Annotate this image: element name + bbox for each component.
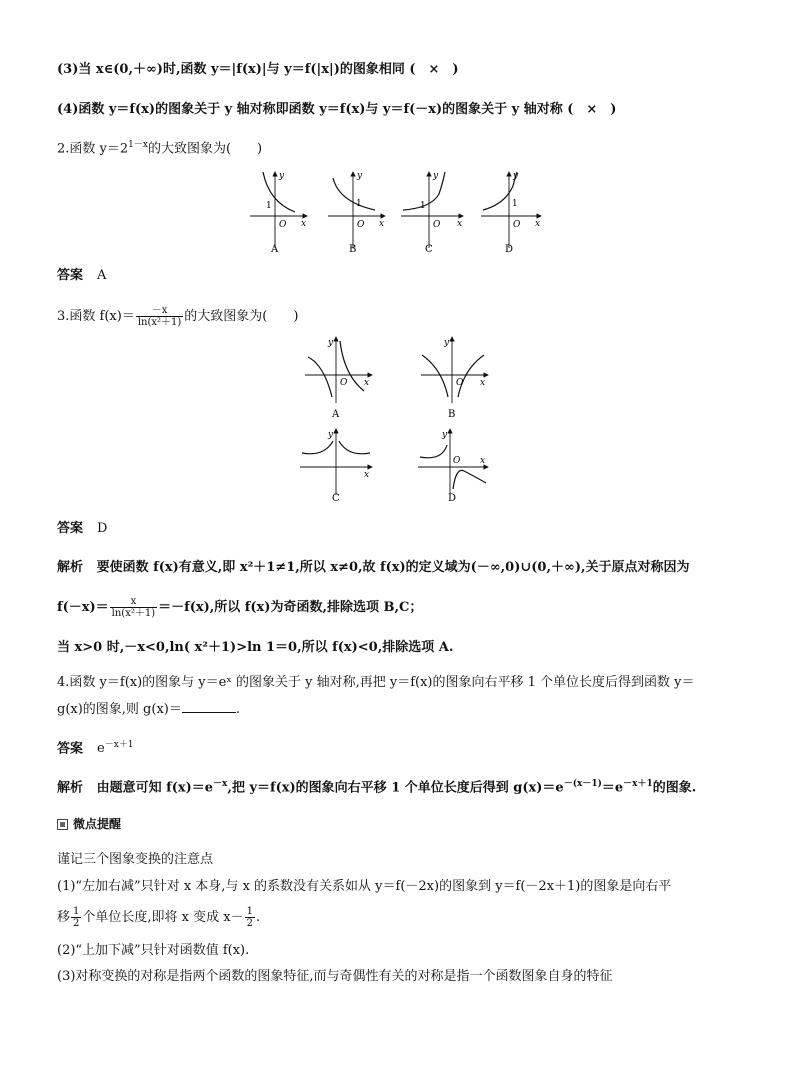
question-3-stem: 3.函数 f(x)＝ $\frac{-x}{\text{ln(x²＋1)}}$ 的大致图象为( ): [57, 305, 299, 328]
graph-option-c: [300, 429, 372, 504]
question-3-answer: 答案 D: [57, 521, 108, 536]
question-4-analysis: 解析 由题意可知 $f(x)=e^{-x}$,把 y＝f(x)的图象向右平移 1 个单位长度后得到 $g(x)=e^{-(x-1)}=e^{-x+1}$的图象.: [57, 779, 697, 796]
svg-text:y: y: [279, 171, 285, 181]
svg-text:y: y: [433, 171, 439, 181]
svg-text:y: y: [328, 430, 334, 440]
svg-text:D: D: [448, 493, 457, 504]
answer-blank: [182, 699, 236, 713]
svg-text:O: O: [456, 378, 464, 388]
graph-option-a: [250, 171, 307, 255]
svg-text:x: x: [457, 219, 463, 229]
svg-text:O: O: [453, 456, 461, 466]
svg-text:x: x: [480, 456, 486, 466]
graph-option-d: [418, 429, 488, 504]
question-4-answer: 答案 $e^{-x+1}$: [57, 740, 134, 757]
graph-option-a: [305, 337, 372, 420]
svg-text:B: B: [448, 409, 456, 420]
svg-text:x: x: [364, 470, 370, 480]
tip-square-icon: [57, 819, 68, 830]
svg-text:1: 1: [356, 199, 362, 209]
svg-text:1: 1: [420, 201, 426, 211]
question-3-analysis-2: f(－x)＝ $\frac{x}{\text{ln(x²＋1)}}$ ＝－f(x),所以 f(x)为奇函数,排除选项 B,C；: [57, 596, 423, 619]
svg-text:y: y: [328, 338, 334, 348]
question-3-analysis-1: 解析 要使函数 f(x)有意义,即 x²＋1≠1,所以 x≠0,故 f(x)的定义域为(－∞,0)∪(0,＋∞),关于原点对称因为: [57, 560, 690, 575]
svg-text:y: y: [442, 430, 448, 440]
judge-item-4: (4)函数 y＝f(x)的图象关于 y 轴对称即函数 y＝f(x)与 y＝f(－x)的图象关于 y 轴对称 ( × ): [57, 102, 617, 117]
question-2-figure: [245, 168, 575, 258]
question-2-stem: 2.函数 $y=2^{1-x}$的大致图象为( ): [57, 140, 263, 157]
svg-text:x: x: [364, 378, 370, 388]
svg-text:D: D: [505, 244, 514, 255]
svg-text:O: O: [279, 220, 287, 230]
tip-2: (2)“上加下减”只针对函数值 f(x).: [57, 943, 250, 958]
question-4-stem-2: g(x)的图象,则 g(x)＝ .: [57, 699, 240, 720]
question-3-analysis-3: 当 x>0 时,－x<0,ln( x²＋1)>ln 1＝0,所以 f(x)<0,排除选项 A.: [57, 640, 454, 655]
svg-text:x: x: [379, 219, 385, 229]
svg-text:O: O: [433, 220, 441, 230]
question-3-figure: [300, 335, 500, 510]
graph-option-b: [328, 171, 385, 255]
tips-intro: 谨记三个图象变换的注意点: [57, 852, 214, 867]
graph-option-c: [401, 171, 463, 255]
fraction: $\frac{-x}{\text{ln(x²＋1)}}$: [137, 305, 182, 328]
svg-text:A: A: [271, 244, 279, 255]
tips-heading: 微点提醒: [57, 814, 121, 834]
svg-text:O: O: [513, 220, 521, 230]
tip-1-line-1: (1)“左加右减”只针对 x 本身,与 x 的系数没有关系如从 y＝f(－2x)的图象到 y＝f(－2x＋1)的图象是向右平: [57, 879, 672, 894]
fraction: $\frac{1}{2}$: [73, 906, 80, 929]
svg-text:x: x: [301, 219, 307, 229]
graph-option-d: [481, 171, 541, 255]
svg-text:1: 1: [266, 201, 272, 211]
tip-3: (3)对称变换的对称是指两个函数的图象特征,而与奇偶性有关的对称是指一个函数图象自身的特征: [57, 969, 613, 984]
judge-item-3: (3)当 x∈(0,＋∞)时,函数 y＝|f(x)|与 y＝f(|x|)的图象相同 ( × ): [57, 62, 459, 77]
svg-text:C: C: [332, 493, 340, 504]
svg-text:O: O: [340, 378, 348, 388]
svg-text:y: y: [444, 338, 450, 348]
svg-text:A: A: [332, 409, 340, 420]
fraction: $\frac{x}{\text{ln(x²＋1)}}$: [111, 596, 156, 619]
fraction: $\frac{1}{2}$: [246, 906, 253, 929]
svg-text:B: B: [349, 244, 357, 255]
graph-option-b: [421, 337, 488, 420]
svg-text:O: O: [357, 220, 365, 230]
tip-1-line-2: 移 $\frac{1}{2}$ 个单位长度,即将 x 变成 x－ $\frac{1}{2}$ .: [57, 906, 261, 929]
svg-text:1: 1: [512, 199, 518, 209]
svg-text:C: C: [425, 244, 433, 255]
svg-text:y: y: [513, 171, 519, 181]
question-2-answer: 答案 A: [57, 268, 107, 283]
svg-text:x: x: [480, 378, 486, 388]
question-4-stem-1: 4.函数 y＝f(x)的图象与 y＝eˣ 的图象关于 y 轴对称,再把 y＝f(x)的图象向右平移 1 个单位长度后得到函数 y＝: [57, 675, 695, 690]
svg-text:x: x: [535, 219, 541, 229]
svg-text:y: y: [357, 171, 363, 181]
